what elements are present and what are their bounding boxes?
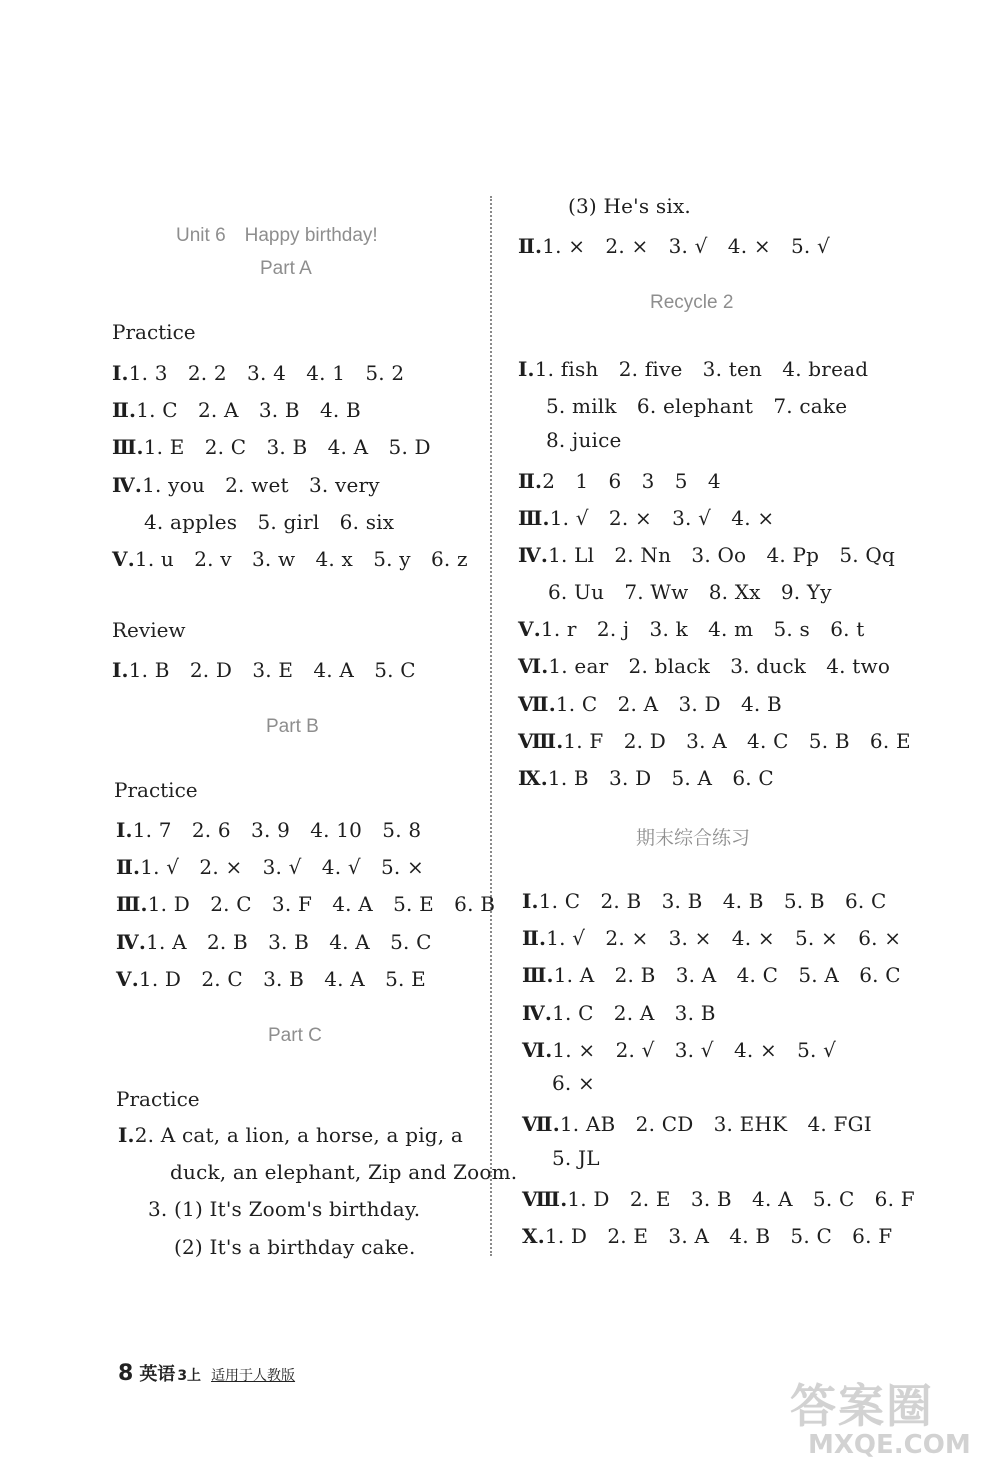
answer-line: Ⅳ.1. you 2. wet 3. very — [112, 473, 380, 497]
answer-line: (2) It's a birthday cake. — [174, 1235, 416, 1259]
answer-line: Ⅱ.2 1 6 3 5 4 — [518, 469, 721, 493]
answer-line: Ⅱ.1. √ 2. × 3. × 4. × 5. × 6. × — [522, 926, 902, 950]
answer-line: Ⅴ.1. u 2. v 3. w 4. x 5. y 6. z — [112, 547, 468, 571]
column-divider — [490, 196, 492, 1256]
answer-line: Ⅶ.1. C 2. A 3. D 4. B — [518, 692, 782, 716]
watermark-url: MXQE.COM — [808, 1430, 971, 1460]
watermark-logo — [790, 1370, 990, 1470]
answer-line: 6. Uu 7. Ww 8. Xx 9. Yy — [548, 580, 832, 604]
answer-line: Ⅳ.1. A 2. B 3. B 4. A 5. C — [116, 930, 432, 954]
answer-line: 3. (1) It's Zoom's birthday. — [148, 1197, 421, 1221]
answer-line: Ⅴ.1. r 2. j 3. k 4. m 5. s 6. t — [518, 617, 865, 641]
answer-line: Ⅹ.1. D 2. E 3. A 4. B 5. C 6. F — [522, 1224, 893, 1248]
answer-line: 4. apples 5. girl 6. six — [144, 510, 395, 534]
answer-line: 5. milk 6. elephant 7. cake — [546, 394, 848, 418]
answer-line: (3) He's six. — [568, 194, 691, 218]
grade-label: 3上 — [177, 1368, 202, 1384]
answer-line: Ⅱ.1. C 2. A 3. B 4. B — [112, 398, 361, 422]
final-review-title: 期末综合练习 — [636, 828, 751, 849]
watermark-text: 答案圈 — [790, 1379, 934, 1433]
answer-line: Ⅳ.1. Ll 2. Nn 3. Oo 4. Pp 5. Qq — [518, 543, 896, 567]
answer-line: Ⅱ.1. × 2. × 3. √ 4. × 5. √ — [518, 234, 830, 258]
part-c-title: Part C — [268, 1025, 322, 1046]
answer-line: Ⅰ.1. C 2. B 3. B 4. B 5. B 6. C — [522, 889, 887, 913]
answer-line: Ⅰ.1. fish 2. five 3. ten 4. bread — [518, 357, 869, 381]
practice-label: Practice — [116, 1087, 200, 1111]
answer-line: duck, an elephant, Zip and Zoom. — [170, 1160, 518, 1184]
recycle-title: Recycle 2 — [650, 292, 734, 313]
answer-line: Ⅰ.1. B 2. D 3. E 4. A 5. C — [112, 658, 416, 682]
answer-line: Ⅷ.1. F 2. D 3. A 4. C 5. B 6. E — [518, 729, 911, 753]
answer-line: Ⅲ.1. D 2. C 3. F 4. A 5. E 6. B — [116, 892, 496, 916]
answer-line: Ⅲ.1. √ 2. × 3. √ 4. × — [518, 506, 775, 530]
answer-line: 6. × — [552, 1071, 595, 1095]
answer-line: Ⅷ.1. D 2. E 3. B 4. A 5. C 6. F — [522, 1187, 915, 1211]
page-number: 8 — [118, 1361, 134, 1386]
practice-label: Practice — [114, 778, 198, 802]
practice-label: Practice — [112, 320, 196, 344]
part-b-title: Part B — [266, 716, 319, 737]
answer-line: Ⅱ.1. √ 2. × 3. √ 4. √ 5. × — [116, 855, 424, 879]
page-footer — [118, 1360, 295, 1386]
answer-line: Ⅳ.1. C 2. A 3. B — [522, 1001, 716, 1025]
part-a-title: Part A — [260, 258, 312, 279]
answer-line: Ⅴ.1. D 2. C 3. B 4. A 5. E — [116, 967, 426, 991]
answer-line: Ⅲ.1. A 2. B 3. A 4. C 5. A 6. C — [522, 963, 901, 987]
answer-line: Ⅵ.1. ear 2. black 3. duck 4. two — [518, 654, 891, 678]
answer-line: Ⅰ.2. A cat, a lion, a horse, a pig, a — [118, 1123, 464, 1147]
answer-line: Ⅶ.1. AB 2. CD 3. EHK 4. FGI — [522, 1112, 872, 1136]
review-label: Review — [112, 618, 186, 642]
edition-label: 适用于人教版 — [211, 1368, 296, 1384]
answer-line: Ⅰ.1. 3 2. 2 3. 4 4. 1 5. 2 — [112, 361, 405, 385]
subject-label: 英语 — [139, 1364, 176, 1385]
answer-line: Ⅸ.1. B 3. D 5. A 6. C — [518, 766, 774, 790]
answer-line: Ⅰ.1. 7 2. 6 3. 9 4. 10 5. 8 — [116, 818, 422, 842]
answer-line: Ⅲ.1. E 2. C 3. B 4. A 5. D — [112, 435, 431, 459]
unit-title: Unit 6 Happy birthday! — [176, 225, 378, 246]
answer-line: 8. juice — [546, 428, 622, 452]
answer-line: Ⅵ.1. × 2. √ 3. √ 4. × 5. √ — [522, 1038, 837, 1062]
answer-line: 5. JL — [552, 1146, 600, 1170]
